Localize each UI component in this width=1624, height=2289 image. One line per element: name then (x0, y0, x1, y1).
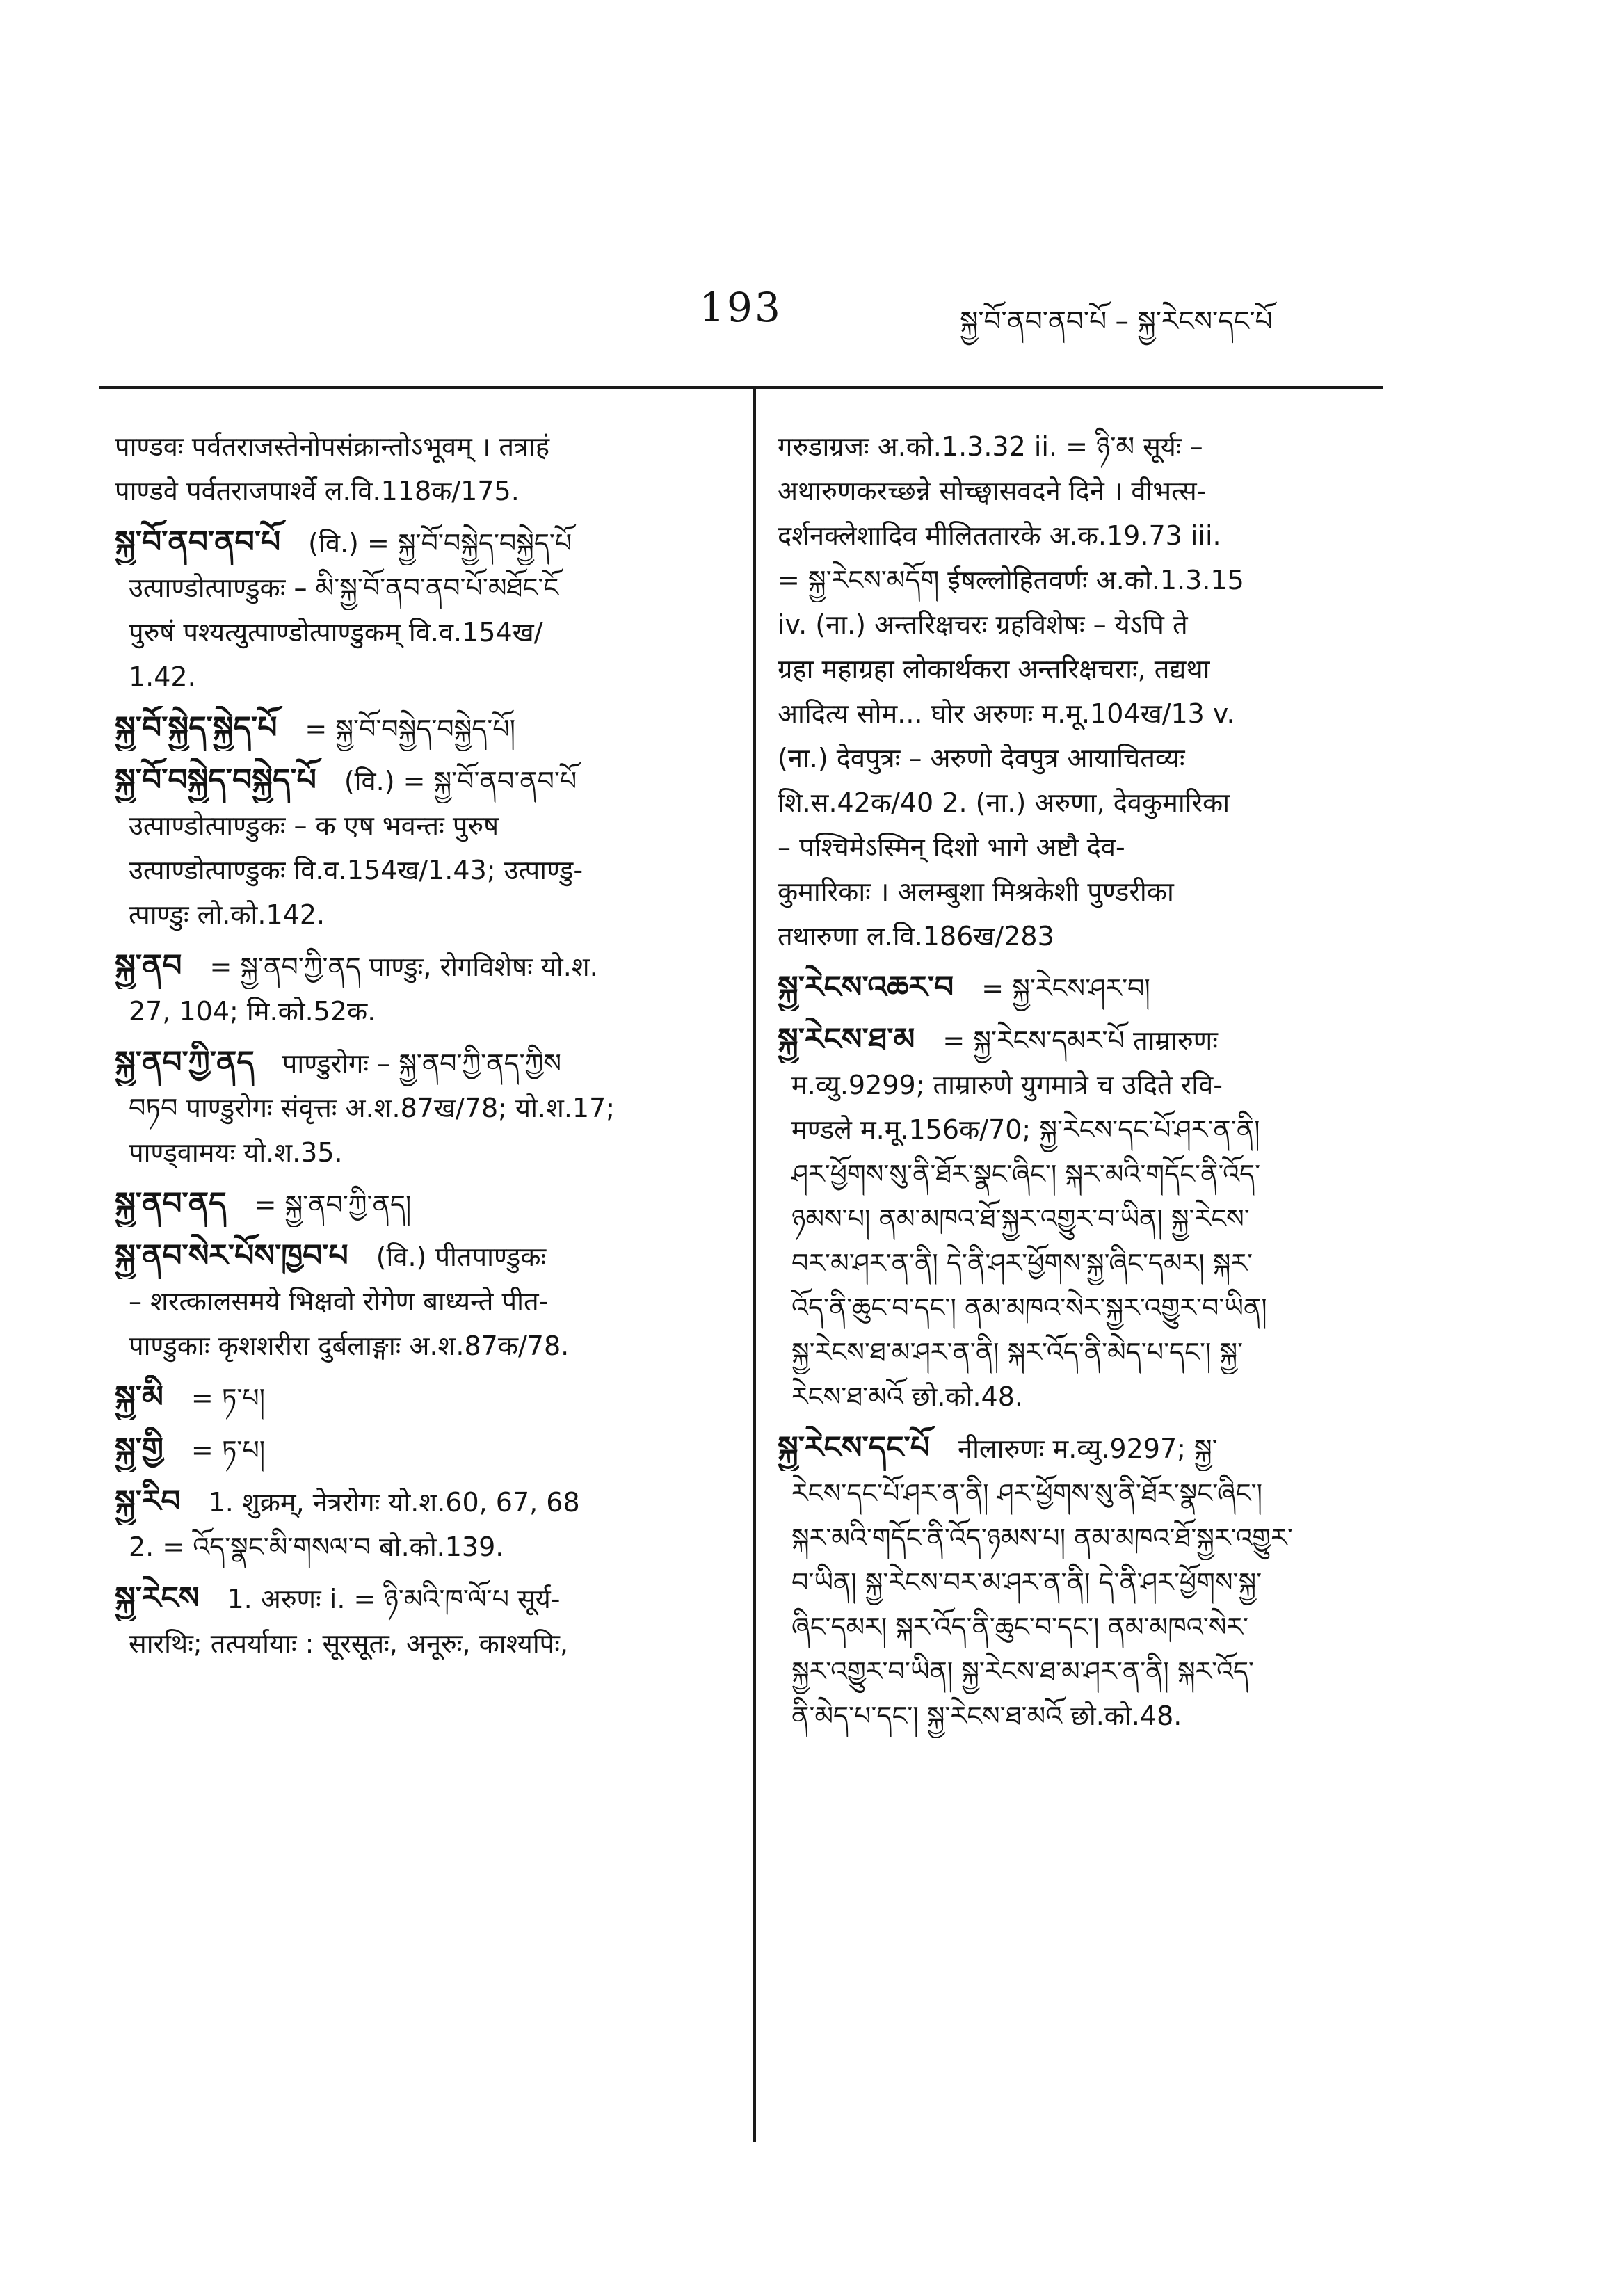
dictionary-entry (115, 706, 709, 751)
entry-line (115, 706, 709, 751)
page-number: 193 (699, 284, 782, 331)
entry-text: पुरुषं पश्यत्युत्पाण्डोत्पाण्डुकम् वि.व.154ख/ (129, 617, 543, 648)
entry-text: 1.42. (129, 661, 196, 692)
entry-line (778, 469, 1386, 513)
entry-line (778, 1241, 1386, 1285)
entry-text: त्पाण्डुः लो.को.142. (129, 899, 325, 930)
entry-text: (ना.) देवपुत्रः – अरुणो देवपुत्र आयाचितव्यः (778, 743, 1185, 773)
entry-line (115, 1234, 709, 1279)
entry-text: उत्पाण्डोत्पाण्डुकः – མི་སྐྱ་བོ་ནབ་ནབ་པོ་མཐོང་ངོ (129, 572, 559, 603)
entry-line (778, 1196, 1386, 1241)
entry-text: उत्पाण्डोत्पाण्डुकः वि.व.154ख/1.43; उत्पाण्डु- (129, 855, 584, 885)
entry-line (778, 1152, 1386, 1196)
entry-text: गरुडाग्रजः अ.को.1.3.32 ii. = ཉི་མ सूर्यः – (778, 431, 1203, 462)
entry-line (115, 1279, 709, 1324)
entry-text: = སྐྱ་རེངས་ཤར་བ། (981, 973, 1150, 1004)
entry-line (778, 1605, 1386, 1649)
entry-line (115, 1479, 709, 1525)
entry-text: བཏབ पाण्डुरोगः संवृत्तः अ.श.87ख/78; यो.श.17; (129, 1093, 616, 1123)
entry-headword: སྐྱ་མི (115, 1379, 163, 1415)
dictionary-entry (778, 965, 1386, 1011)
entry-headword: སྐྱ་གྱི (115, 1431, 163, 1467)
entry-text: 27, 104; मि.को.52क. (129, 996, 376, 1027)
entry-text: पाण्डुरोगः – སྐྱ་ནབ་ཀྱི་ནད་ཀྱིས (282, 1048, 561, 1079)
entry-line (778, 1018, 1386, 1063)
entry-text: སྐར་མའི་གདོང་ནི་འོད་ཉམས་པ། ནམ་མཁའ་ཐོ་སྐྱར་འགྱུར་ (791, 1523, 1293, 1553)
entry-text: ग्रहा महाग्रहा लोकार्थकरा अन्तरिक्षचराः, तद्यथा (778, 654, 1210, 684)
dictionary-entry (115, 1479, 709, 1569)
entry-text: = ཏ་པ། (191, 1383, 266, 1413)
entry-line (115, 892, 709, 937)
entry-text: – शरत्कालसमये भिक्षवो रोगेण बाध्यन्ते पीत- (129, 1286, 549, 1317)
entry-text: दर्शनक्लेशादिव मीलिततारके अ.क.19.73 iii. (778, 520, 1221, 551)
entry-line (778, 1107, 1386, 1152)
entry-text: पाण्ड्वामयः यो.श.35. (129, 1137, 343, 1168)
entry-line (115, 989, 709, 1034)
entry-line (778, 1426, 1386, 1471)
entry-headword: སྐྱ་ནབ་སེར་པོས་ཁྱབ་པ (115, 1238, 348, 1274)
entry-headword: སྐྱ་བོ་སྐྱེད་སྐྱེད་པོ (115, 710, 278, 746)
entry-line (115, 1525, 709, 1569)
entry-text: (वि.) = སྐྱ་བོ་ནབ་ནབ་པོ (344, 766, 577, 796)
entry-line (778, 424, 1386, 469)
entry-text: རེངས་ཐ་མའོ छो.को.48. (791, 1381, 1023, 1412)
entry-line (115, 803, 709, 848)
entry-line (115, 848, 709, 892)
entry-headword: སྐྱ་བོ་ནབ་ནབ་པོ (115, 524, 281, 560)
entry-text: ཉམས་པ། ནམ་མཁའ་ཐོ་སྐྱར་འགྱུར་བ་ཡིན། སྐྱ་རེངས་ (791, 1203, 1250, 1234)
entry-line (778, 1285, 1386, 1330)
entry-line (778, 780, 1386, 825)
entry-line (778, 825, 1386, 869)
entry-text: कुमारिकाः । अलम्बुशा मिश्रकेशी पुण्डरीका (778, 876, 1174, 907)
entry-headword: སྐྱ་བོ་བསྐྱེད་བསྐྱེད་པོ (115, 762, 316, 798)
entry-headword: སྐྱ་ནབ (115, 948, 182, 983)
entry-line (115, 654, 709, 699)
entry-text: སྐྱར་འགྱུར་བ་ཡིན། སྐྱ་རེངས་ཐ་མ་ཤར་ན་ནི། སྐར་འོད་ (791, 1656, 1254, 1687)
entry-line (115, 1576, 709, 1621)
entry-text: བ་ཡིན། སྐྱ་རེངས་བར་མ་ཤར་ན་ནི། དེ་ནི་ཤར་ཕྱོགས་སྐྱ་ (791, 1567, 1262, 1598)
dictionary-entry (115, 1041, 709, 1175)
entry-headword: སྐྱ་རེངས་དང་པོ (778, 1430, 930, 1465)
entry-line (778, 602, 1386, 647)
entry-text: ནི་མེད་པ་དང་། སྐྱ་རེངས་ཐ་མའོ छो.को.48. (791, 1701, 1182, 1731)
entry-text: ཞིང་དམར། སྐར་འོད་ནི་ཆུང་བ་དང་། ནམ་མཁའ་སེར་ (791, 1612, 1249, 1642)
entry-text: iv. (ना.) अन्तरिक्षचरः ग्रहविशेषः – येऽपि ते (778, 609, 1188, 640)
entry-text: पाण्डवे पर्वतराजपार्श्वे ल.वि.118क/175. (115, 476, 520, 506)
dictionary-entry (115, 1182, 709, 1227)
entry-text: पाण्डवः पर्वतराजस्तेनोपसंक्रान्तोऽभूवम् । तत्राहं (115, 431, 550, 462)
entry-line (778, 1694, 1386, 1738)
entry-headword: སྐྱ་རིབ (115, 1484, 181, 1519)
running-head: སྐྱ་བོ་ནབ་ནབ་པོ – སྐྱ་རེངས་དང་པོ (960, 306, 1273, 337)
entry-text: सारथिः; तत्पर्यायाः : सूरसूतः, अनूरुः, काश्यपिः, (129, 1628, 569, 1659)
entry-line (115, 1427, 709, 1472)
entry-line (115, 1375, 709, 1420)
entry-text: འོད་ནི་ཆུང་བ་དང་། ནམ་མཁའ་སེར་སྐྱར་འགྱུར་བ་ཡིན། (791, 1292, 1267, 1323)
entry-line (778, 1560, 1386, 1605)
entry-line (778, 914, 1386, 958)
left-column (115, 424, 709, 1673)
header-rule (99, 386, 1383, 389)
entry-line (778, 1330, 1386, 1374)
entry-line (778, 1063, 1386, 1107)
entry-text: 2. = འོད་སྣང་མི་གསལ་བ बो.को.139. (129, 1532, 504, 1562)
entry-line (778, 869, 1386, 914)
entry-line (115, 469, 709, 513)
entry-text: 1. शुक्रम्, नेत्ररोगः यो.श.60, 67, 68 (208, 1487, 580, 1518)
entry-line (778, 1374, 1386, 1419)
entry-line (115, 1621, 709, 1666)
dictionary-entry (115, 1375, 709, 1420)
entry-text: मण्डले म.मू.156क/70; སྐྱ་རེངས་དང་པོ་ཤར་ན་ནི། (791, 1114, 1260, 1145)
entry-text: अथारुणकरच्छन्ने सोच्छ्वासवदने दिने । वीभत्स- (778, 476, 1207, 506)
entry-text: རེངས་དང་པོ་ཤར་ན་ནི། ཤར་ཕྱོགས་སུ་ནི་ཐོར་སྣང་ཞིང་། (791, 1478, 1263, 1509)
entry-line (115, 610, 709, 654)
entry-text: 1. अरुणः i. = ཉི་མའི་ཁ་ལོ་པ सूर्य- (227, 1584, 561, 1614)
entry-text: उत्पाण्डोत्पाण्डुकः – क एष भवन्तः पुरुष (129, 810, 499, 841)
entry-text: ཤར་ཕྱོགས་སུ་ནི་ཐོར་སྣང་ཞིང་། སྐར་མའི་གདོང་ནི་འོད་ (791, 1159, 1261, 1189)
entry-headword: སྐྱ་རེངས (115, 1580, 200, 1616)
entry-text: (वि.) = སྐྱ་བོ་བསྐྱེད་བསྐྱེད་པོ (308, 528, 572, 559)
entry-line (778, 1649, 1386, 1694)
entry-text: नीलारुणः म.व्यु.9297; སྐྱ་ (958, 1433, 1218, 1464)
dictionary-entry (778, 1426, 1386, 1738)
entry-text: = ཏ་པ། (191, 1435, 266, 1465)
entry-text: पाण्डुकाः कृशशरीरा दुर्बलाङ्गाः अ.श.87क/78. (129, 1331, 570, 1361)
entry-text: तथारुणा ल.वि.186ख/283 (778, 921, 1054, 951)
entry-line (778, 1471, 1386, 1516)
entry-line (115, 944, 709, 989)
entry-headword: སྐྱ་ནབ་ཀྱི་ནད (115, 1045, 255, 1080)
entry-line (778, 647, 1386, 691)
entry-text: བར་མ་ཤར་ན་ནི། དེ་ནི་ཤར་ཕྱོགས་སྐྱ་ཞིང་དམར། སྐར་ (791, 1248, 1253, 1278)
entry-line (115, 565, 709, 610)
entry-line (115, 1130, 709, 1175)
entry-text: = སྐྱ་ནབ་ཀྱི་ནད पाण्डुः, रोगविशेषः यो.श. (209, 951, 598, 982)
entry-headword: སྐྱ་ནབ་ནད (115, 1186, 227, 1221)
entry-line (115, 424, 709, 469)
entry-line (115, 758, 709, 803)
dictionary-entry (115, 424, 709, 513)
entry-text: = སྐྱ་ནབ་ཀྱི་ནད། (254, 1189, 412, 1220)
entry-text: = སྐྱ་རེངས་དམར་པོ ताम्रारुणः (942, 1025, 1218, 1056)
entry-line (778, 736, 1386, 780)
entry-line (115, 1324, 709, 1368)
entry-text: = སྐྱ་བོ་བསྐྱེད་བསྐྱེད་པོ། (305, 714, 516, 744)
entry-line (778, 558, 1386, 602)
dictionary-entry (778, 1018, 1386, 1419)
entry-line (115, 1182, 709, 1227)
entry-line (778, 691, 1386, 736)
entry-text: (वि.) पीतपाण्डुकः (376, 1242, 547, 1272)
dictionary-entry (115, 944, 709, 1034)
right-column (778, 424, 1386, 1745)
entry-headword: སྐྱ་རེངས་འཆར་བ (778, 970, 954, 1005)
entry-line (115, 520, 709, 565)
entry-line (115, 1041, 709, 1086)
dictionary-entry (115, 1427, 709, 1472)
entry-text: = སྐྱ་རེངས་མདོག ईषल्लोहितवर्णः अ.को.1.3.15 (778, 565, 1244, 595)
column-divider (753, 389, 756, 2142)
entry-line (778, 1516, 1386, 1560)
dictionary-entry (115, 1234, 709, 1368)
dictionary-entry (778, 424, 1386, 958)
entry-line (778, 965, 1386, 1011)
dictionary-entry (115, 758, 709, 937)
entry-text: आदित्य सोम... घोर अरुणः म.मू.104ख/13 v. (778, 698, 1235, 729)
entry-line (115, 1086, 709, 1130)
entry-text: शि.स.42क/40 2. (ना.) अरुणा, देवकुमारिका (778, 787, 1230, 818)
entry-text: – पश्चिमेऽस्मिन् दिशो भागे अष्टौ देव- (778, 832, 1125, 862)
dictionary-entry (115, 1576, 709, 1666)
entry-text: སྐྱ་རེངས་ཐ་མ་ཤར་ན་ནི། སྐར་འོད་ནི་མེད་པ་དང་། སྐྱ་ (791, 1337, 1244, 1367)
entry-line (778, 513, 1386, 558)
entry-text: म.व्यु.9299; ताम्रारुणे युगमात्रे च उदिते रवि- (791, 1070, 1223, 1100)
dictionary-entry (115, 520, 709, 699)
entry-headword: སྐྱ་རེངས་ཐ་མ (778, 1022, 915, 1057)
